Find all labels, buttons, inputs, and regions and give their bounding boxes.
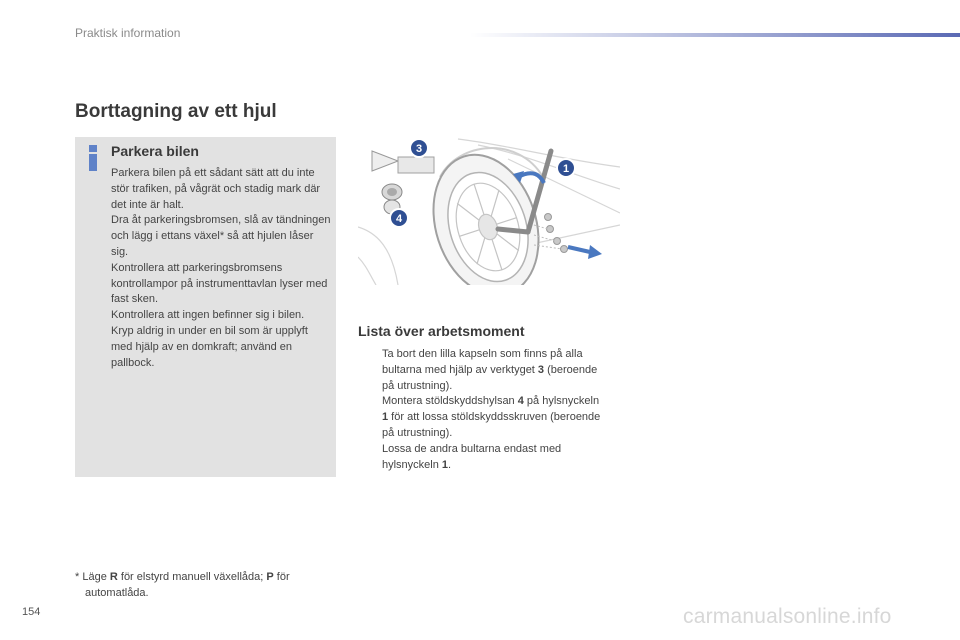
info-paragraph: Kontrollera att ingen befinner sig i bilen. [111, 309, 305, 322]
wheel-removal-illustration [358, 137, 620, 285]
section-header: Praktisk information [75, 26, 181, 40]
info-paragraph: Kontrollera att parkeringsbromsens kontrollampor på instrumenttavlan lyser med fast sken. [111, 261, 328, 306]
watermark: carmanualsonline.info [683, 605, 892, 628]
list-item: Montera stöldskyddshylsan 4 på hylsnyckeln 1 för att lossa stöldskyddsskruven (beroende på utrustning). [382, 395, 601, 439]
info-box-text [111, 166, 331, 371]
info-icon [86, 145, 100, 171]
page-number: 154 [22, 606, 41, 618]
info-box [75, 137, 336, 477]
info-paragraph: Kryp aldrig in under en bil som är upplyft med hjälp av en domkraft; använd en pallbock. [111, 324, 308, 369]
list-item: Ta bort den lilla kapseln som finns på alla bultarna med hjälp av verktyget 3 (beroende på utrustning). [382, 348, 598, 392]
page-title: Borttagning av ett hjul [75, 101, 277, 122]
callout-1 [557, 159, 575, 177]
info-paragraph: Dra åt parkeringsbromsen, slå av tändningen och lägg i ettans växel* så att hjulen låser sig. [111, 214, 331, 258]
callout-4 [390, 209, 408, 227]
callout-3 [410, 139, 428, 157]
steps-list [362, 347, 602, 473]
svg-text:4: 4 [395, 213, 403, 225]
info-box-title: Parkera bilen [111, 143, 199, 159]
info-paragraph: Parkera bilen på ett sådant sätt att du inte stör trafiken, på vågrät och stadig mark där det inte är halt. [111, 167, 321, 211]
svg-text:3: 3 [415, 143, 423, 155]
header-gradient-bar [470, 33, 960, 37]
list-item: Lossa de andra bultarna endast med hylsnyckeln 1. [382, 442, 562, 471]
svg-text:1: 1 [562, 163, 570, 175]
footnote: * Läge R för elstyrd manuell växellåda; P för automatlåda. [75, 571, 290, 599]
steps-title: Lista över arbetsmoment [358, 323, 525, 339]
